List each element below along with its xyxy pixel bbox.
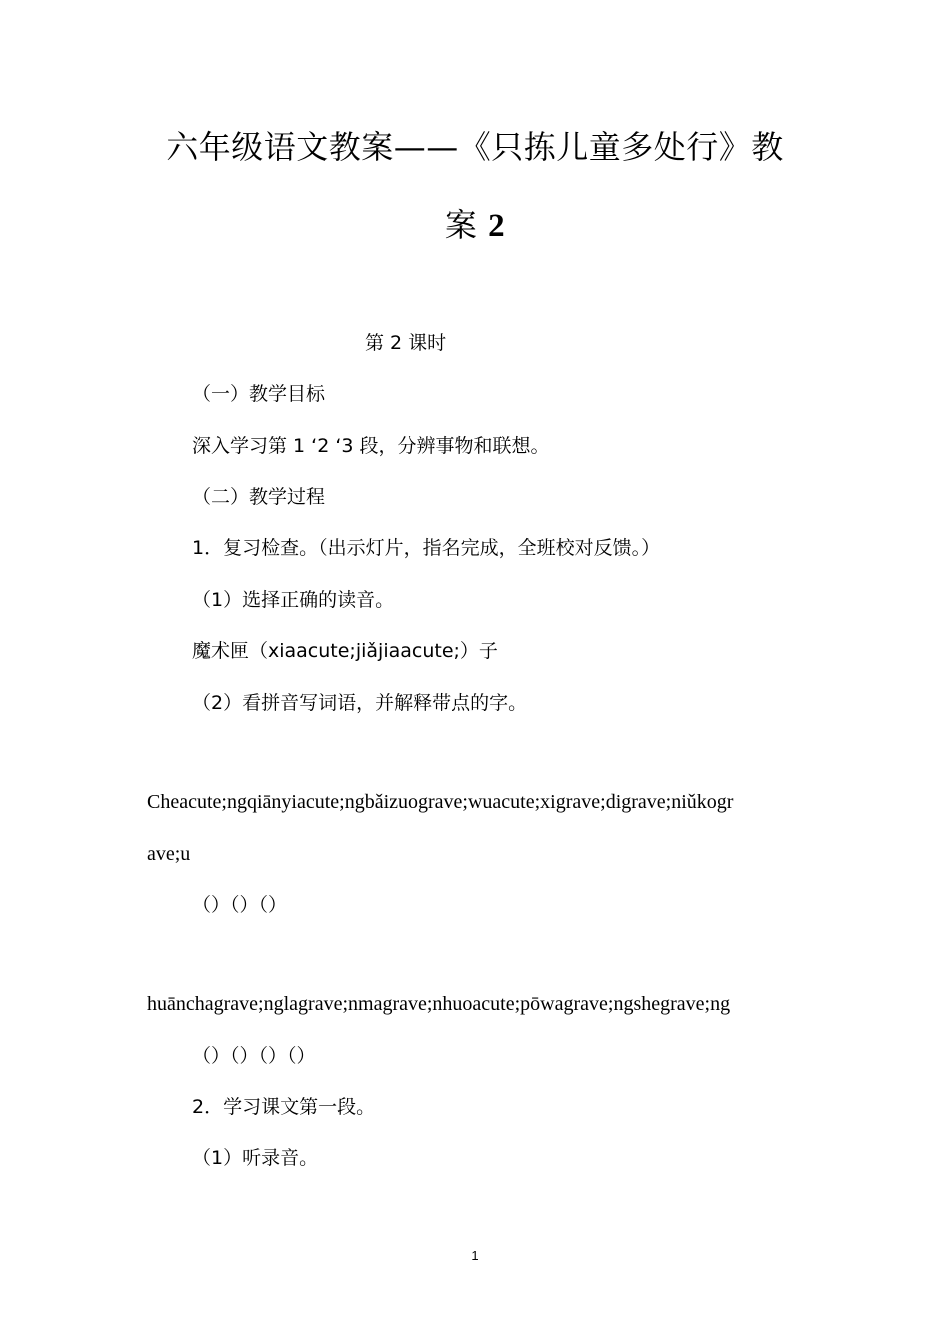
document-title-line-1: [0, 122, 950, 168]
step-1-review: 1．复习检查。（出示灯片，指名完成，全班校对反馈。）: [192, 537, 661, 559]
pinyin-line-2: huānchagrave;nglagrave;nmagrave;nhuoacute;pōwagrave;ngshegrave;ng: [147, 993, 731, 1015]
lesson-heading: 第 2 课时: [365, 332, 447, 354]
subtask-listen: （1）听录音。: [192, 1147, 319, 1169]
answer-blanks-2: （）（）（）（）: [192, 1045, 316, 1067]
title-text: 六年级语文教案——《只拣儿童多处行》教: [166, 128, 784, 166]
section-heading-process: （二）教学过程: [192, 486, 326, 508]
subtask-write-words: （2）看拼音写词语，并解释带点的字。: [192, 692, 528, 714]
pinyin-line-1: Cheacute;ngqiānyiacute;ngbǎizuograve;wuacute;xigrave;digrave;niǔkogr: [147, 791, 734, 813]
objective-text: 深入学习第 1 ‘2 ‘3 段，分辨事物和联想。: [192, 435, 550, 457]
pinyin-line-1-continued: ave;u: [147, 843, 191, 865]
pronunciation-item: 魔术匣（xiaacute;jiǎjiaacute;）子: [192, 640, 498, 662]
answer-blanks-1: （）（）（）: [192, 894, 288, 916]
title-number: 2: [488, 208, 506, 244]
document-title-line-2: [0, 200, 950, 246]
title-text-continued: 案: [444, 206, 478, 244]
step-2-study: 2．学习课文第一段。: [192, 1096, 376, 1118]
section-heading-objectives: （一）教学目标: [192, 383, 326, 405]
subtask-choose-pronunciation: （1）选择正确的读音。: [192, 589, 395, 611]
page-number: 1: [471, 1248, 479, 1263]
